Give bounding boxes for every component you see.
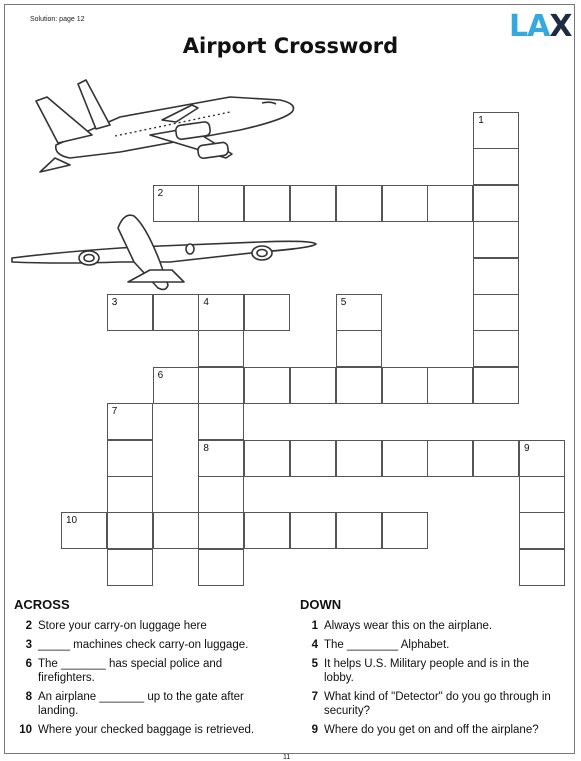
clue-down-9	[300, 723, 562, 737]
logo-part-1: LA	[509, 9, 550, 44]
grid-cell[interactable]	[198, 330, 244, 367]
grid-cell[interactable]	[473, 330, 519, 367]
grid-cell[interactable]	[198, 185, 244, 222]
grid-cell[interactable]	[473, 367, 519, 404]
grid-cell[interactable]	[107, 403, 153, 440]
grid-cell[interactable]	[107, 549, 153, 586]
clue-down-1	[300, 619, 562, 633]
grid-cell[interactable]	[290, 440, 336, 477]
grid-cell[interactable]	[290, 512, 336, 549]
grid-cell[interactable]	[382, 440, 428, 477]
clue-number: 4	[311, 639, 318, 651]
clue-across-2	[14, 619, 276, 633]
grid-cell[interactable]	[336, 512, 382, 549]
grid-cell[interactable]	[153, 294, 199, 331]
down-clues	[300, 597, 562, 742]
cell-number: 7	[111, 406, 118, 418]
grid-cell[interactable]	[427, 367, 473, 404]
clue-across-10	[14, 723, 276, 737]
clue-number: 9	[311, 724, 318, 736]
grid-cell[interactable]	[473, 294, 519, 331]
grid-cell[interactable]	[244, 294, 290, 331]
clue-text: Where do you get on and off the airplane?	[324, 724, 539, 736]
clue-across-8	[14, 690, 276, 718]
solution-note: Solution: page 12	[30, 16, 85, 23]
grid-cell[interactable]	[473, 258, 519, 295]
clue-text: The _______ has special police and firefighters.	[38, 658, 223, 684]
clue-text: _____ machines check carry-on luggage.	[38, 639, 249, 651]
clue-text: The ________ Alphabet.	[324, 639, 450, 651]
clue-down-5	[300, 657, 562, 685]
clue-number: 6	[25, 658, 32, 670]
grid-cell[interactable]	[427, 185, 473, 222]
grid-cell[interactable]	[153, 512, 199, 549]
grid-cell[interactable]	[107, 440, 153, 477]
clue-across-3	[14, 638, 276, 652]
grid-cell[interactable]	[244, 440, 290, 477]
grid-cell[interactable]	[473, 440, 519, 477]
clue-number: 7	[311, 691, 318, 703]
clue-number: 10	[19, 724, 32, 736]
grid-cell[interactable]	[427, 440, 473, 477]
grid-cell[interactable]	[153, 367, 199, 404]
grid-cell[interactable]	[336, 294, 382, 331]
clue-text: Store your carry-on luggage here	[38, 620, 207, 632]
grid-cell[interactable]	[153, 185, 199, 222]
cell-number: 9	[524, 442, 530, 454]
clue-number: 5	[311, 658, 318, 670]
grid-cell[interactable]	[244, 512, 290, 549]
down-heading: DOWN	[300, 597, 342, 612]
logo-part-2: X	[549, 9, 572, 44]
page-number: 11	[283, 754, 291, 761]
grid-cell[interactable]	[519, 549, 565, 586]
cell-number: 10	[66, 515, 78, 527]
clue-text: What kind of "Detector" do you go through in security?	[324, 691, 551, 717]
grid-cell[interactable]	[198, 512, 244, 549]
clue-down-4	[300, 638, 562, 652]
grid-cell[interactable]	[382, 185, 428, 222]
grid-cell[interactable]	[336, 440, 382, 477]
grid-cell[interactable]	[290, 185, 336, 222]
grid-cell[interactable]	[382, 512, 428, 549]
cell-number: 3	[111, 297, 118, 308]
grid-cell[interactable]	[107, 294, 153, 331]
grid-cell[interactable]	[519, 512, 565, 549]
grid-cell[interactable]	[473, 112, 519, 149]
grid-cell[interactable]	[198, 367, 244, 404]
clue-down-7	[300, 690, 562, 718]
clue-number: 1	[311, 620, 318, 632]
grid-cell[interactable]	[519, 440, 565, 477]
grid-cell[interactable]	[107, 476, 153, 513]
clue-text: Where your checked baggage is retrieved.	[38, 724, 255, 736]
page-title: Airport Crossword	[182, 34, 399, 58]
grid-cell[interactable]	[290, 367, 336, 404]
grid-cell[interactable]	[244, 185, 290, 222]
grid-cell[interactable]	[198, 403, 244, 440]
clue-across-6	[14, 657, 276, 685]
across-heading: ACROSS	[14, 597, 70, 612]
cell-number: 6	[157, 369, 164, 381]
cell-number: 8	[203, 442, 209, 454]
clue-text: An airplane _______ up to the gate after landing.	[38, 691, 244, 717]
clue-number: 3	[25, 639, 32, 651]
clue-text: It helps U.S. Military people and is in the lobby.	[324, 658, 530, 684]
cell-number: 1	[478, 115, 484, 126]
clue-number: 2	[25, 620, 32, 632]
cell-number: 4	[203, 297, 209, 308]
grid-cell[interactable]	[473, 221, 519, 258]
grid-cell[interactable]	[244, 367, 290, 404]
grid-cell[interactable]	[198, 440, 244, 477]
grid-cell[interactable]	[473, 148, 519, 185]
grid-cell[interactable]	[336, 367, 382, 404]
grid-cell[interactable]	[198, 476, 244, 513]
cell-number: 5	[340, 297, 347, 308]
grid-cell[interactable]	[336, 185, 382, 222]
grid-cell[interactable]	[198, 549, 244, 586]
grid-cell[interactable]	[336, 330, 382, 367]
grid-cell[interactable]	[61, 512, 107, 549]
across-clues	[14, 597, 276, 742]
grid-cell[interactable]	[473, 185, 519, 222]
cell-number: 2	[157, 187, 164, 199]
grid-cell[interactable]	[107, 512, 153, 549]
grid-cell[interactable]	[382, 367, 428, 404]
clue-number: 8	[25, 691, 32, 703]
grid-cell[interactable]	[198, 294, 244, 331]
grid-cell[interactable]	[519, 476, 565, 513]
clue-text: Always wear this on the airplane.	[324, 620, 493, 632]
